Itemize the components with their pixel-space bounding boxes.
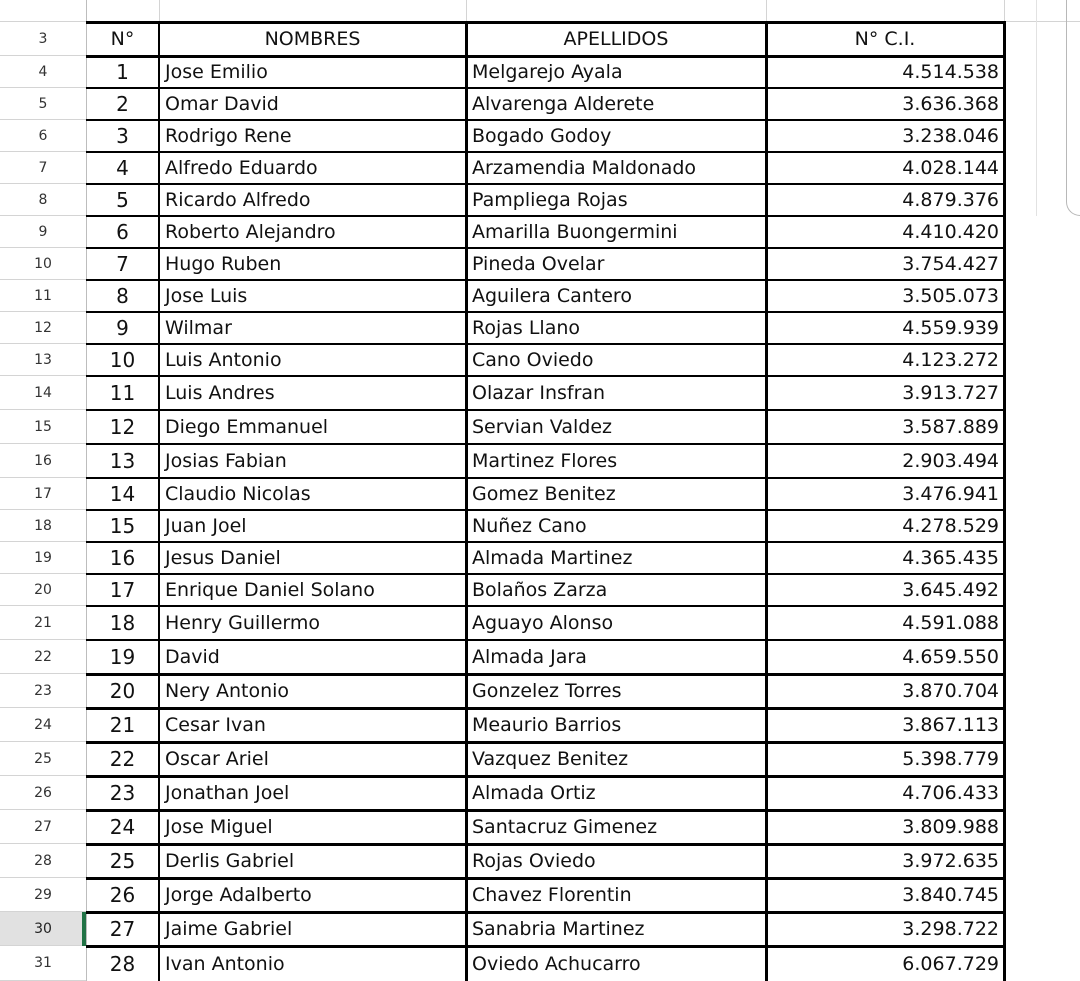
cell-border xyxy=(86,775,1006,778)
cell-border xyxy=(86,673,1006,676)
cell-ci[interactable]: 4.659.550 xyxy=(902,646,999,668)
cell-apellidos[interactable]: Servian Valdez xyxy=(472,416,612,438)
cell-border xyxy=(86,843,1006,846)
cell-number[interactable]: 19 xyxy=(109,645,136,669)
cell-border xyxy=(86,183,1006,185)
cell-nombres[interactable]: Cesar Ivan xyxy=(165,714,266,736)
cell-border xyxy=(86,605,1006,607)
row-header-18[interactable]: 18 xyxy=(0,510,86,542)
cell-nombres[interactable]: Luis Andres xyxy=(165,382,275,404)
cell-ci[interactable]: 3.587.889 xyxy=(902,416,999,438)
cell-apellidos[interactable]: Gomez Benitez xyxy=(472,483,616,505)
cell-number[interactable]: 12 xyxy=(109,415,136,439)
cell-apellidos[interactable]: Santacruz Gimenez xyxy=(472,816,658,838)
cell-ci[interactable]: 4.123.272 xyxy=(902,349,999,371)
row-header-19[interactable]: 19 xyxy=(0,542,86,574)
cell-ci[interactable]: 4.410.420 xyxy=(902,221,999,243)
cell-nombres[interactable]: Jaime Gabriel xyxy=(165,918,293,940)
cell-apellidos[interactable]: Almada Jara xyxy=(472,646,587,668)
cell-border xyxy=(86,343,1006,345)
row-header-25[interactable]: 25 xyxy=(0,742,86,776)
cell-number[interactable]: 9 xyxy=(116,316,129,340)
cell-nombres[interactable]: Nery Antonio xyxy=(165,680,290,702)
cell-number[interactable]: 23 xyxy=(109,781,136,805)
row-header-12[interactable]: 12 xyxy=(0,312,86,344)
cell-number[interactable]: 24 xyxy=(109,815,136,839)
row-header-28[interactable]: 28 xyxy=(0,844,86,878)
cell-number[interactable]: 17 xyxy=(109,578,136,602)
cell-border xyxy=(86,375,1006,377)
cell-apellidos[interactable]: Nuñez Cano xyxy=(472,515,587,537)
row-header-21[interactable]: 21 xyxy=(0,606,86,640)
cell-apellidos[interactable]: Melgarejo Ayala xyxy=(472,61,623,83)
cell-ci[interactable]: 4.278.529 xyxy=(902,515,999,537)
cell-apellidos[interactable]: Gonzelez Torres xyxy=(472,680,622,702)
cell-border xyxy=(86,639,1006,641)
cell-number[interactable]: 11 xyxy=(109,381,136,405)
cell-ci[interactable]: 4.706.433 xyxy=(902,782,999,804)
row-header-7[interactable]: 7 xyxy=(0,152,86,184)
cell-border xyxy=(86,311,1006,313)
cell-ci[interactable]: 2.903.494 xyxy=(902,450,999,472)
cell-number[interactable]: 4 xyxy=(116,156,129,180)
cell-nombres[interactable]: Roberto Alejandro xyxy=(165,221,336,243)
cell-border xyxy=(86,573,1006,575)
cell-apellidos[interactable]: Chavez Florentin xyxy=(472,884,632,906)
cell-border xyxy=(86,409,1006,411)
cell-border xyxy=(465,22,468,981)
cell-ci[interactable]: 3.238.046 xyxy=(902,125,999,147)
cell-ci[interactable]: 4.591.088 xyxy=(902,612,999,634)
cell-apellidos[interactable]: Amarilla Buongermini xyxy=(472,221,678,243)
previous-row-strip xyxy=(0,0,1080,22)
cell-ci[interactable]: 3.840.745 xyxy=(902,884,999,906)
cell-nombres[interactable]: Hugo Ruben xyxy=(165,253,282,275)
cell-number[interactable]: 14 xyxy=(109,482,136,506)
scroll-edge xyxy=(1066,0,1080,216)
cell-border xyxy=(86,741,1006,744)
cell-border xyxy=(86,119,1006,121)
cell-ci[interactable]: 3.809.988 xyxy=(902,816,999,838)
cell-border xyxy=(86,911,1006,914)
column-header[interactable]: N° C.I. xyxy=(854,28,916,50)
cell-ci[interactable]: 3.754.427 xyxy=(902,253,999,275)
cell-border xyxy=(86,945,1006,948)
cell-apellidos[interactable]: Sanabria Martinez xyxy=(472,918,645,940)
cell-number[interactable]: 27 xyxy=(109,917,136,941)
cell-border xyxy=(86,509,1006,511)
cell-ci[interactable]: 3.476.941 xyxy=(902,483,999,505)
cell-nombres[interactable]: Jose Miguel xyxy=(165,816,273,838)
cell-number[interactable]: 2 xyxy=(116,92,129,116)
cell-border xyxy=(86,151,1006,153)
cell-number[interactable]: 1 xyxy=(116,60,129,84)
cell-border xyxy=(86,477,1006,479)
cell-border xyxy=(86,443,1006,445)
cell-nombres[interactable]: Enrique Daniel Solano xyxy=(165,579,375,601)
cell-apellidos[interactable]: Rojas Llano xyxy=(472,317,581,339)
row-header-30[interactable]: 30 xyxy=(0,912,86,946)
cell-border xyxy=(86,541,1006,543)
cell-number[interactable]: 26 xyxy=(109,883,136,907)
cell-border xyxy=(765,22,768,981)
row-header-4[interactable]: 4 xyxy=(0,56,86,88)
cell-number[interactable]: 20 xyxy=(109,679,136,703)
cell-apellidos[interactable]: Oviedo Achucarro xyxy=(472,952,641,975)
cell-apellidos[interactable]: Meaurio Barrios xyxy=(472,714,622,736)
cell-border xyxy=(86,279,1006,281)
row-header-14[interactable]: 14 xyxy=(0,376,86,410)
cell-border xyxy=(86,809,1006,812)
row-header-31[interactable]: 31 xyxy=(0,946,86,981)
cell-nombres[interactable]: Henry Guillermo xyxy=(165,612,321,634)
cell-border xyxy=(1003,22,1006,981)
row-header-17[interactable]: 17 xyxy=(0,478,86,510)
row-header-27[interactable]: 27 xyxy=(0,810,86,844)
column-header[interactable]: APELLIDOS xyxy=(563,28,669,50)
row-header-24[interactable]: 24 xyxy=(0,708,86,742)
cell-apellidos[interactable]: Aguayo Alonso xyxy=(472,612,614,634)
cell-apellidos[interactable]: Bogado Godoy xyxy=(472,125,612,147)
cell-nombres[interactable]: Derlis Gabriel xyxy=(165,850,295,872)
cell-apellidos[interactable]: Martinez Flores xyxy=(472,450,618,472)
row-header-10[interactable]: 10 xyxy=(0,248,86,280)
row-header-26[interactable]: 26 xyxy=(0,776,86,810)
cell-nombres[interactable]: Jose Luis xyxy=(165,285,248,307)
cell-number[interactable]: 21 xyxy=(109,713,136,737)
cell-nombres[interactable]: Alfredo Eduardo xyxy=(165,157,318,179)
cell-number[interactable]: 10 xyxy=(109,348,136,372)
cell-ci[interactable]: 3.870.704 xyxy=(902,680,999,702)
cell-nombres[interactable]: Ricardo Alfredo xyxy=(165,189,311,211)
cell-nombres[interactable]: Omar David xyxy=(165,93,279,115)
cell-apellidos[interactable]: Almada Ortiz xyxy=(472,782,596,804)
cell-ci[interactable]: 3.867.113 xyxy=(902,714,999,736)
cell-ci[interactable]: 5.398.779 xyxy=(902,748,999,770)
cell-apellidos[interactable]: Bolaños Zarza xyxy=(472,579,608,601)
cell-apellidos[interactable]: Aguilera Cantero xyxy=(472,285,632,307)
cell-apellidos[interactable]: Vazquez Benitez xyxy=(472,748,629,770)
cell-apellidos[interactable]: Almada Martinez xyxy=(472,547,633,569)
cell-ci[interactable]: 3.913.727 xyxy=(902,382,999,404)
cell-ci[interactable]: 3.972.635 xyxy=(902,850,999,872)
row-header-5[interactable]: 5 xyxy=(0,88,86,120)
cell-number[interactable]: 6 xyxy=(116,220,129,244)
row-header-29[interactable]: 29 xyxy=(0,878,86,912)
cell-nombres[interactable]: Claudio Nicolas xyxy=(165,483,311,505)
cell-ci[interactable]: 3.505.073 xyxy=(902,285,999,307)
cell-nombres[interactable]: Oscar Ariel xyxy=(165,748,269,770)
cell-nombres[interactable]: Jose Emilio xyxy=(165,61,268,83)
row-header-11[interactable]: 11 xyxy=(0,280,86,312)
cell-nombres[interactable]: Wilmar xyxy=(165,317,232,339)
cell-ci[interactable]: 6.067.729 xyxy=(902,952,999,975)
row-header-23[interactable]: 23 xyxy=(0,674,86,708)
cell-number[interactable]: 15 xyxy=(109,514,136,538)
cell-apellidos[interactable]: Pampliega Rojas xyxy=(472,189,628,211)
cell-ci[interactable]: 4.028.144 xyxy=(902,157,999,179)
row-header-6[interactable]: 6 xyxy=(0,120,86,152)
cell-border xyxy=(86,215,1006,217)
cell-border xyxy=(86,247,1006,249)
cell-border xyxy=(86,877,1006,880)
row-header-9[interactable]: 9 xyxy=(0,216,86,248)
cell-number[interactable]: 7 xyxy=(116,252,129,276)
cell-apellidos[interactable]: Cano Oviedo xyxy=(472,349,594,371)
cell-border xyxy=(86,21,1006,24)
cell-number[interactable]: 22 xyxy=(109,747,136,771)
cell-nombres[interactable]: Josias Fabian xyxy=(165,450,287,472)
cell-border xyxy=(86,707,1006,710)
row-header-20[interactable]: 20 xyxy=(0,574,86,606)
cell-ci[interactable]: 3.645.492 xyxy=(902,579,999,601)
cell-number[interactable]: 25 xyxy=(109,849,136,873)
row-header-13[interactable]: 13 xyxy=(0,344,86,376)
cell-nombres[interactable]: Jesus Daniel xyxy=(165,547,281,569)
cell-apellidos[interactable]: Rojas Oviedo xyxy=(472,850,596,872)
row-header-3[interactable]: 3 xyxy=(0,22,86,56)
cell-number[interactable]: 16 xyxy=(109,546,136,570)
row-header-8[interactable]: 8 xyxy=(0,184,86,216)
cell-apellidos[interactable]: Pineda Ovelar xyxy=(472,253,605,275)
cell-ci[interactable]: 3.636.368 xyxy=(902,93,999,115)
cell-number[interactable]: 3 xyxy=(116,124,129,148)
cell-border xyxy=(158,22,160,981)
cell-nombres[interactable]: Luis Antonio xyxy=(165,349,282,371)
cell-number[interactable]: 13 xyxy=(109,449,136,473)
cell-nombres[interactable]: Jonathan Joel xyxy=(165,782,290,804)
column-header[interactable]: NOMBRES xyxy=(264,28,361,50)
cell-nombres[interactable]: Ivan Antonio xyxy=(165,952,285,975)
cell-number[interactable]: 5 xyxy=(116,188,129,212)
cell-number[interactable]: 28 xyxy=(109,951,136,976)
cell-nombres[interactable]: David xyxy=(165,646,220,668)
cell-apellidos[interactable]: Alvarenga Alderete xyxy=(472,93,655,115)
cell-nombres[interactable]: Jorge Adalberto xyxy=(165,884,312,906)
cell-apellidos[interactable]: Olazar Insfran xyxy=(472,382,606,404)
cell-number[interactable]: 18 xyxy=(109,611,136,635)
cell-border xyxy=(86,55,1006,58)
row-header-15[interactable]: 15 xyxy=(0,410,86,444)
cell-apellidos[interactable]: Arzamendia Maldonado xyxy=(472,157,697,179)
cell-border xyxy=(86,87,1006,89)
cell-nombres[interactable]: Diego Emmanuel xyxy=(165,416,329,438)
row-header-16[interactable]: 16 xyxy=(0,444,86,478)
row-header-22[interactable]: 22 xyxy=(0,640,86,674)
column-header[interactable]: N° xyxy=(110,28,135,50)
cell-number[interactable]: 8 xyxy=(116,284,129,308)
cell-ci[interactable]: 3.298.722 xyxy=(902,918,999,940)
cell-ci[interactable]: 4.879.376 xyxy=(902,189,999,211)
cell-nombres[interactable]: Juan Joel xyxy=(165,515,247,537)
cell-ci[interactable]: 4.365.435 xyxy=(902,547,999,569)
cell-ci[interactable]: 4.559.939 xyxy=(902,317,999,339)
cell-nombres[interactable]: Rodrigo Rene xyxy=(165,125,292,147)
cell-ci[interactable]: 4.514.538 xyxy=(902,61,999,83)
